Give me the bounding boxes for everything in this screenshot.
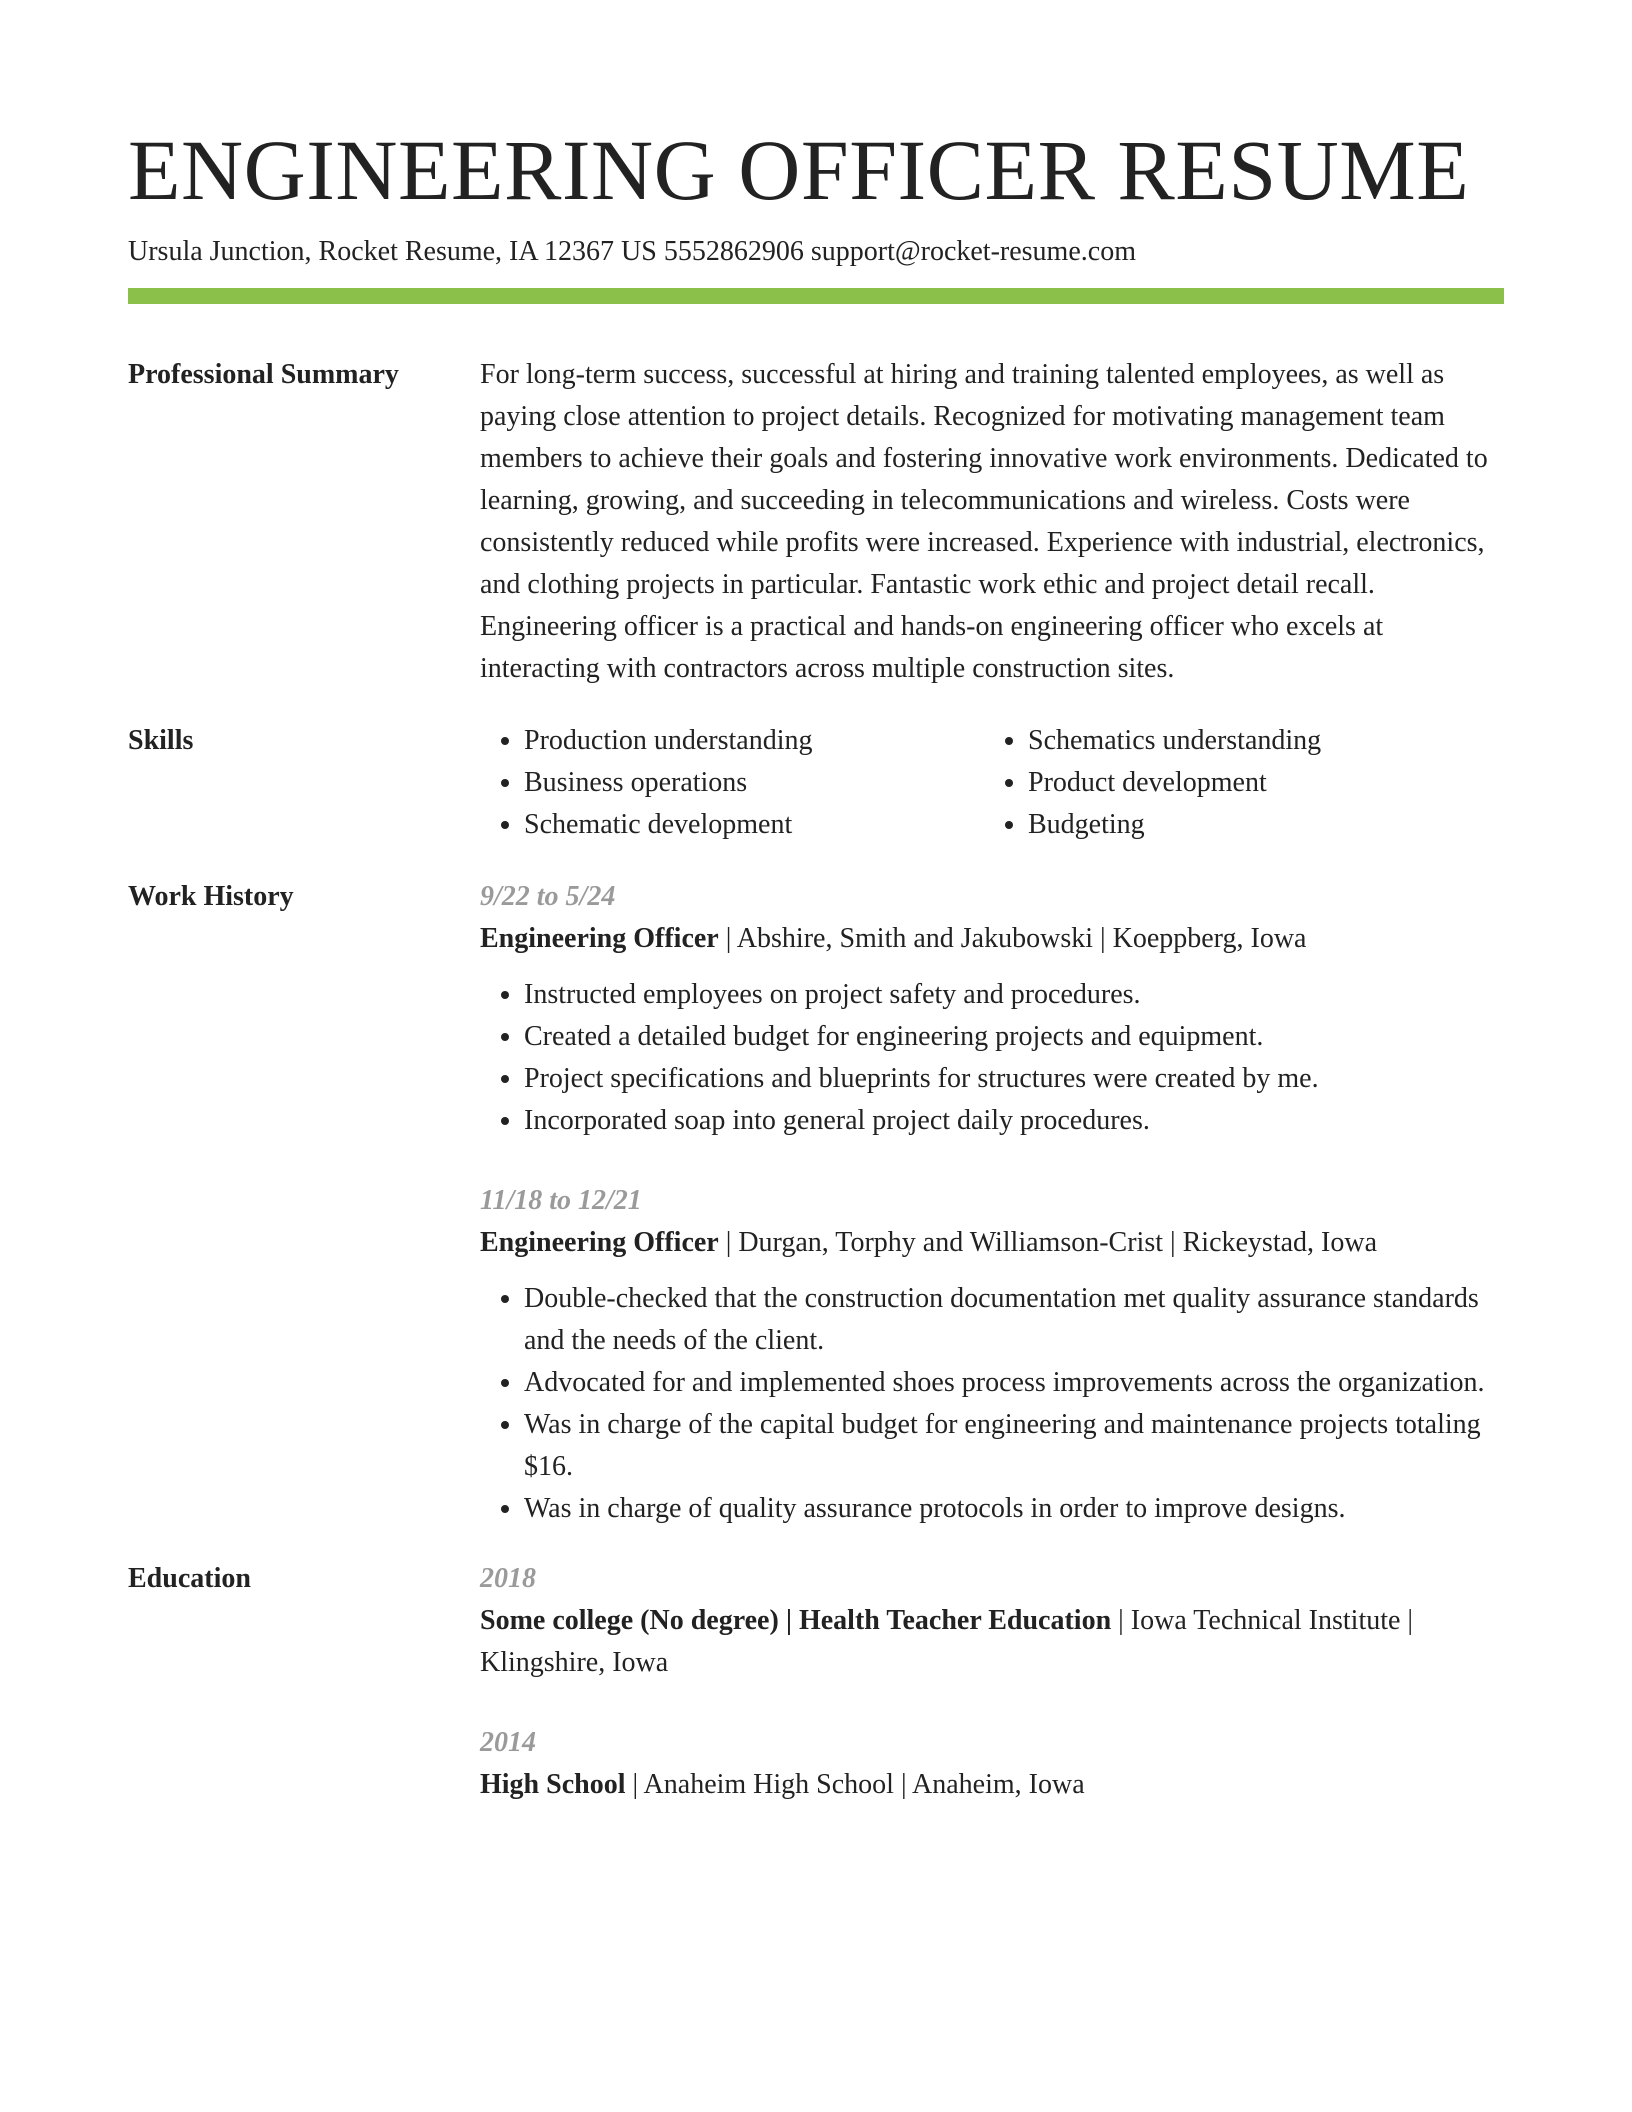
resume-title: ENGINEERING OFFICER RESUME <box>128 122 1470 218</box>
job-role-line <box>480 1222 1504 1264</box>
education-line <box>480 1600 1504 1684</box>
skills-section <box>128 720 1504 846</box>
job-entry <box>480 876 1504 1142</box>
job-bullet: • Was in charge of quality assurance protocols in order to improve designs. <box>524 1488 1504 1530</box>
education-degree: High School <box>480 1769 626 1800</box>
education-details: | Anaheim High School | Anaheim, Iowa <box>625 1769 1085 1800</box>
job-details: | Abshire, Smith and Jakubowski | Koeppberg, Iowa <box>718 923 1307 954</box>
skill-item: • Budgeting <box>1028 804 1504 846</box>
resume-page <box>128 118 1504 1806</box>
education-label: Education <box>128 1563 251 1594</box>
summary-section <box>128 354 1504 690</box>
contact-line: Ursula Junction, Rocket Resume, IA 12367 US 5552862906 support@rocket-resume.com <box>128 236 1136 267</box>
skills-list-left <box>480 720 984 846</box>
summary-label: Professional Summary <box>128 359 399 390</box>
job-date: 11/18 to 12/21 <box>480 1185 642 1216</box>
summary-text: For long-term success, successful at hiring and training talented employees, as well as paying close attention to project details. Recognized for motivating management team members to achieve their goals and fostering innovative work environments. Dedicated to learning, growing, and succeeding in telecommunications and wireless. Costs were consistently reduced while profits were increased. Experience with industrial, electronics, and clothing projects in particular. Fantastic work ethic and project detail recall. Engineering officer is a practical and hands-on engineering officer who excels at interacting with contractors across multiple construction sites. <box>480 359 1488 684</box>
skill-item: • Schematic development <box>524 804 984 846</box>
job-bullets <box>480 974 1504 1142</box>
job-date: 9/22 to 5/24 <box>480 881 616 912</box>
job-bullet: • Advocated for and implemented shoes process improvements across the organization. <box>524 1362 1504 1404</box>
accent-divider <box>128 288 1504 304</box>
skill-item: • Product development <box>1028 762 1504 804</box>
job-bullets <box>480 1278 1504 1530</box>
job-bullet: • Incorporated soap into general project daily procedures. <box>524 1100 1504 1142</box>
job-bullet: • Instructed employees on project safety and procedures. <box>524 974 1504 1016</box>
skill-item: • Production understanding <box>524 720 984 762</box>
job-title: Engineering Officer <box>480 1227 719 1258</box>
job-entry <box>480 1180 1504 1530</box>
skills-list-right <box>984 720 1504 846</box>
job-bullet: • Project specifications and blueprints for structures were created by me. <box>524 1058 1504 1100</box>
education-date: 2018 <box>480 1563 536 1594</box>
work-history-label: Work History <box>128 881 294 912</box>
education-details: | Iowa Technical Institute | Klingshire, Iowa <box>480 1605 1414 1678</box>
job-bullet: • Created a detailed budget for engineering projects and equipment. <box>524 1016 1504 1058</box>
job-bullet: • Was in charge of the capital budget for engineering and maintenance projects totaling $16. <box>524 1404 1504 1488</box>
skills-label: Skills <box>128 725 194 756</box>
job-role-line <box>480 918 1504 960</box>
education-entry <box>480 1722 1504 1806</box>
education-date: 2014 <box>480 1727 536 1758</box>
skill-item: • Schematics understanding <box>1028 720 1504 762</box>
education-entry <box>480 1558 1504 1684</box>
skill-item: • Business operations <box>524 762 984 804</box>
job-title: Engineering Officer <box>480 923 719 954</box>
education-line <box>480 1764 1504 1806</box>
education-section <box>128 1558 1504 1806</box>
work-history-section <box>128 876 1504 1530</box>
education-degree: Some college (No degree) | Health Teacher Education <box>480 1605 1112 1636</box>
job-bullet: • Double-checked that the construction documentation met quality assurance standards and the needs of the client. <box>524 1278 1504 1362</box>
job-details: | Durgan, Torphy and Williamson-Crist | Rickeystad, Iowa <box>718 1227 1377 1258</box>
